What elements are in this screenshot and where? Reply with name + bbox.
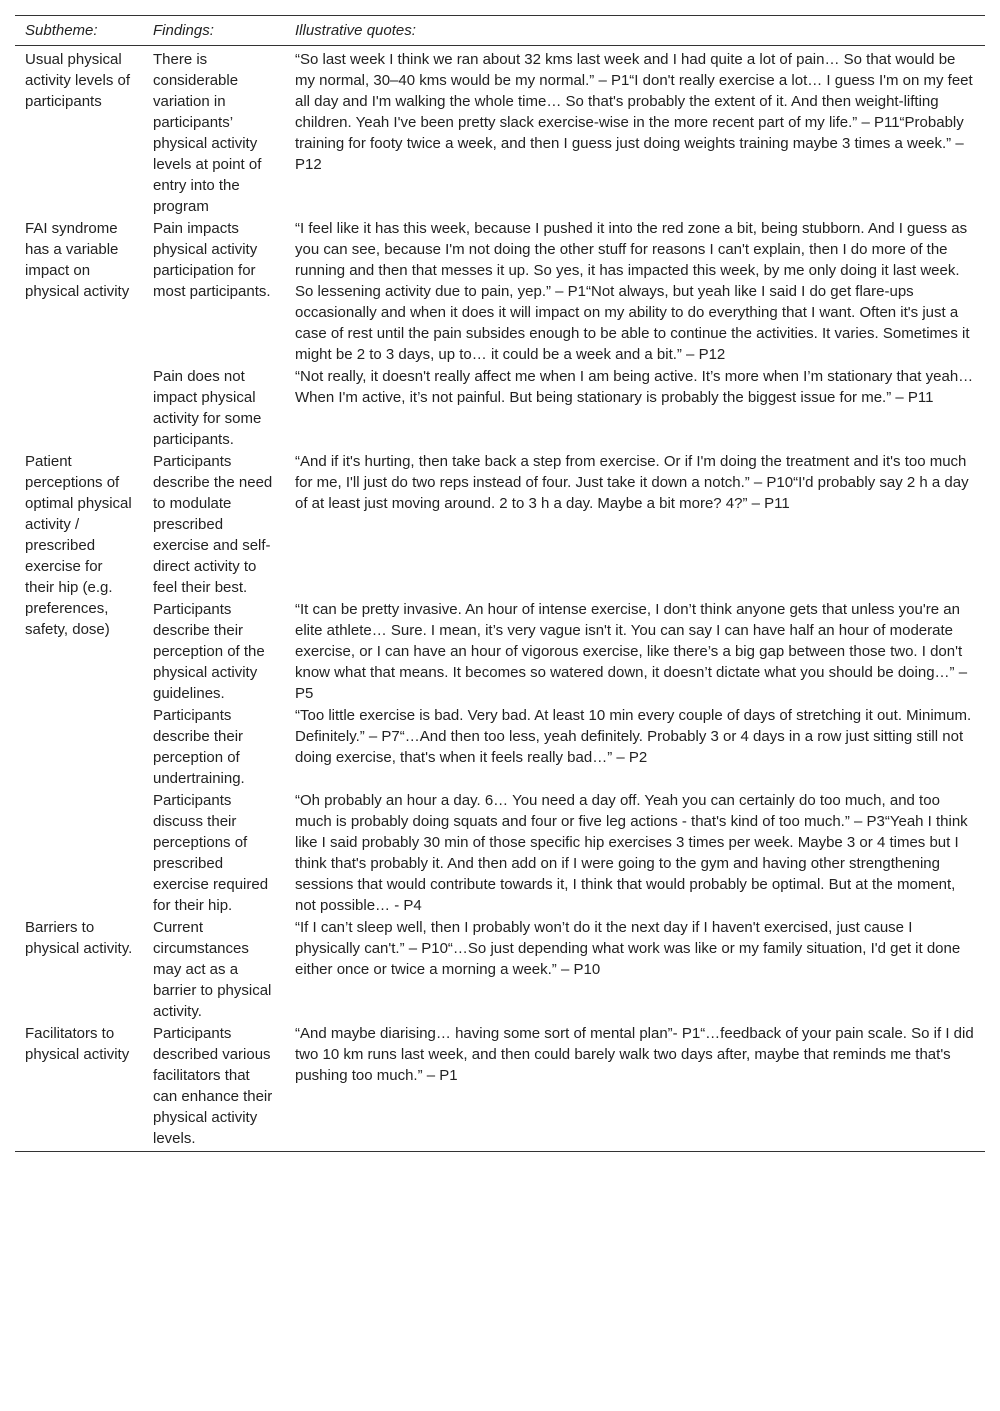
subtheme-cell: Patient perceptions of optimal physical activity / prescribed exercise for their hip (e.g. preferences, safety, dose) xyxy=(25,453,132,638)
subtheme-cell: Facilitators to physical activity xyxy=(25,1025,130,1063)
header-quotes: Illustrative quotes: xyxy=(295,22,416,39)
quote-cell: “Oh probably an hour a day. 6… You need a day off. Yeah you can certainly do too much, and too much is probably doing squats and four or five leg actions - that's kind of too much.” – P3“Yeah I think like I said probably 30 min of those specific hip exercises 3 times per week. Maybe 3 or 4 times but I think that's probably it. And then add on if I were going to the gym and having other strengthening sessions that would contribute towards it, I think that would probably be optimal. But at the moment, not possible… - P4 xyxy=(295,792,968,914)
quote-cell: “Too little exercise is bad. Very bad. At least 10 min every couple of days of stretching it out. Minimum. Definitely.” – P7“…And then too less, yeah definitely. Probably 3 or 4 days in a row just sitting still not doing exercise, that's when it feels really bad…” – P2 xyxy=(295,707,972,766)
quote-cell: “And if it's hurting, then take back a step from exercise. Or if I'm doing the treatment and it's too much for me, I'll just do two reps instead of four. Just take it down a notch.” – P10“I'd probably say 2 h a day of at least just moving around. 2 to 3 h a day. Maybe a bit more? 4?” – P11 xyxy=(295,453,969,512)
subtheme-cell: FAI syndrome has a variable impact on physical activity xyxy=(25,220,130,300)
table-row xyxy=(15,365,985,450)
subtheme-cell: Barriers to physical activity. xyxy=(25,919,133,957)
header-subtheme: Subtheme: xyxy=(25,22,98,39)
table-row xyxy=(15,450,985,598)
finding-cell: Participants discuss their perceptions of prescribed exercise required for their hip. xyxy=(153,792,269,914)
finding-cell: Pain impacts physical activity participation for most participants. xyxy=(153,220,271,300)
finding-cell: There is considerable variation in participants’ physical activity levels at point of entry into the program xyxy=(153,51,262,215)
table-row xyxy=(15,1022,985,1150)
table-row xyxy=(15,598,985,704)
header-findings: Findings: xyxy=(153,22,214,39)
table-row xyxy=(15,789,985,916)
finding-cell: Pain does not impact physical activity for some participants. xyxy=(153,368,262,448)
quote-cell: “Not really, it doesn't really affect me when I am being active. It’s more when I’m stationary that yeah… When I'm active, it’s not painful. But being stationary is probably the biggest issue for me.” – P11 xyxy=(295,368,974,406)
table-row xyxy=(15,704,985,789)
table-row xyxy=(15,217,985,365)
finding-cell: Participants described various facilitators that can enhance their physical activity levels. xyxy=(153,1025,273,1147)
table-row xyxy=(15,916,985,1022)
quote-cell: “I feel like it has this week, because I pushed it into the red zone a bit, being stubborn. And I guess as you can see, because I'm not doing the other stuff for reasons I can't explain, then I do more of the running and then that messes it up. So yes, it has impacted this week, by me only doing it last week. So lessening activity due to pain, yep.” – P1“Not always, but yeah like I said I do get flare-ups occasionally and when it does it will impact on my ability to do everything that I want. Often it's just a case of rest until the pain subsides enough to be able to continue the activities. It varies. Sometimes it might be 2 to 3 days, up to… it could be a week and a bit.” – P12 xyxy=(295,220,970,363)
finding-cell: Participants describe the need to modulate prescribed exercise and self-direct activity to feel their best. xyxy=(153,453,273,596)
quote-cell: “If I can’t sleep well, then I probably won’t do it the next day if I haven't exercised, just cause I physically can't.” – P10“…So just depending what work was like or my family situation, I'd get it done either once or twice a morning a week.” – P10 xyxy=(295,919,961,978)
header-row xyxy=(15,16,985,46)
table-header xyxy=(15,16,985,46)
subtheme-cell: Usual physical activity levels of participants xyxy=(25,51,131,110)
quote-cell: “And maybe diarising… having some sort of mental plan”- P1“…feedback of your pain scale. So if I did two 10 km runs last week, and then could barely walk two days after, maybe that reminds me that's pushing too much.” – P1 xyxy=(295,1025,974,1084)
quote-cell: “It can be pretty invasive. An hour of intense exercise, I don’t think anyone gets that unless you're an elite athlete… Sure. I mean, it’s very vague isn't it. You can say I can have half an hour of moderate exercise, or I can have an hour of vigorous exercise, like there’s a big gap between those two. I don't know what that means. It becomes so watered down, it doesn’t dictate what you should be doing…” – P5 xyxy=(295,601,968,702)
table-bottom-rule xyxy=(15,1151,985,1152)
finding-cell: Participants describe their perception of undertraining. xyxy=(153,707,245,787)
table-row xyxy=(15,46,985,218)
quote-cell: “So last week I think we ran about 32 kms last week and I had quite a lot of pain… So that would be my normal, 30–40 kms would be my normal.” – P1“I don't really exercise a lot… I guess I'm on my feet all day and I'm walking the whole time… So that's probably the extent of it. And then weight-lifting children. Yeah I've been pretty slack exercise-wise in the more recent part of my life.” – P11“Probably training for footy twice a week, and then I guess just doing weights training maybe 3 times a week.” – P12 xyxy=(295,51,973,173)
finding-cell: Current circumstances may act as a barrier to physical activity. xyxy=(153,919,272,1020)
finding-cell: Participants describe their perception of the physical activity guidelines. xyxy=(153,601,265,702)
findings-table xyxy=(15,15,985,1150)
table-body xyxy=(15,46,985,1151)
